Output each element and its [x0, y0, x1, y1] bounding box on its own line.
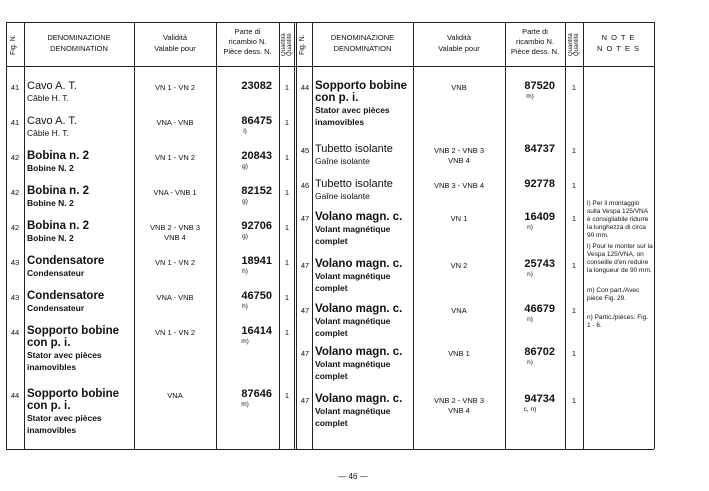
row-part-number: [505, 303, 555, 324]
validity-line: VNB 2 - VNB 3: [433, 146, 485, 155]
validity-line: VNA: [167, 391, 183, 400]
part-number-value: 92706: [241, 220, 272, 232]
denom-french-2: complet: [315, 418, 348, 428]
denomination-header: [24, 32, 134, 54]
denom-italian: Tubetto isolante: [315, 178, 393, 190]
row-quantity: 1: [571, 306, 577, 315]
part-note-ref: h): [242, 268, 248, 275]
col-sep: [216, 22, 217, 449]
row-fig-number: 47: [300, 396, 310, 405]
denom-italian: Volano magn. c.: [315, 393, 403, 405]
row-quantity: 1: [571, 261, 577, 270]
row-part-number: [218, 255, 272, 276]
validity-header: [134, 32, 216, 54]
valid-header-fr-right: Valable pour: [438, 44, 480, 53]
row-fig-number: 44: [10, 391, 20, 400]
bottom-rule: [6, 449, 654, 450]
denom-french: Stator avec pièces: [27, 413, 102, 423]
row-validity: [134, 293, 216, 303]
row-fig-number: 47: [300, 306, 310, 315]
denom-italian: Bobina n. 2: [27, 220, 89, 232]
row-validity: [413, 146, 505, 166]
denom-italian: Volano magn. c.: [315, 346, 403, 358]
row-validity: [134, 391, 216, 401]
part-number-value: 84737: [524, 143, 555, 155]
part-note-ref: n): [527, 359, 533, 366]
row-quantity: 1: [284, 188, 290, 197]
denom-french-2: inamovibles: [27, 362, 77, 372]
denom-italian: Sopporto bobine: [315, 80, 407, 92]
validity-line: VNB: [451, 83, 467, 92]
row-part-number: [218, 150, 272, 171]
part-number-value: 86702: [524, 346, 555, 358]
part-note-ref: n): [527, 316, 533, 323]
denomination-header-right: [312, 32, 413, 54]
validity-line: VNB 4: [448, 156, 470, 165]
row-validity: [134, 83, 216, 93]
denom-french: Volant magnétique: [315, 406, 391, 416]
validity-header-right: [413, 32, 505, 54]
part-note-ref: h): [242, 303, 248, 310]
note-m: m) Con part./Avec pièce Fig. 29.: [587, 287, 640, 302]
row-quantity: 1: [571, 83, 577, 92]
valid-header-it: Validità: [162, 33, 188, 42]
denom-header-fr: DENOMINATION: [50, 44, 108, 53]
row-validity: [413, 396, 505, 416]
notes-header-it: N O T E: [601, 33, 636, 42]
part-header-1-right: Parte di: [522, 27, 548, 36]
row-denomination: [315, 346, 413, 382]
row-validity: [134, 188, 216, 198]
validity-line: VNB 3 - VNB 4: [433, 181, 485, 190]
qty-header: Quantità Quantité: [281, 33, 293, 57]
row-validity: [413, 349, 505, 359]
validity-line: VNB 2 - VNB 3: [433, 396, 485, 405]
denom-italian-2: con p. i.: [315, 92, 359, 104]
row-quantity: 1: [284, 391, 290, 400]
part-header-3-right: Pièce dess. N.: [510, 47, 560, 56]
row-fig-number: 47: [300, 349, 310, 358]
part-header-2-right: ricambio N.: [516, 37, 554, 46]
row-part-number: [505, 143, 555, 155]
validity-line: VNB 4: [164, 233, 186, 242]
part-header-2: ricambio N.: [228, 37, 267, 46]
part-note-ref: c, n): [523, 406, 537, 413]
denom-french: Bobine N. 2: [27, 163, 74, 173]
validity-line: VN 1 - VN 2: [154, 258, 195, 267]
part-number-value: 86475: [241, 115, 272, 127]
row-fig-number: 42: [10, 188, 20, 197]
part-note-ref: n): [527, 271, 533, 278]
row-quantity: 1: [571, 181, 577, 190]
denom-french: Volant magnétique: [315, 316, 391, 326]
denom-header-fr-right: DENOMINATION: [333, 44, 392, 53]
denom-french: Volant magnétique: [315, 359, 391, 369]
col-sep: [583, 22, 584, 449]
row-denomination: [27, 255, 133, 279]
row-denomination: [27, 150, 133, 174]
denom-italian: Volano magn. c.: [315, 303, 403, 315]
part-number-value: 46679: [524, 303, 555, 315]
col-sep: [654, 22, 655, 449]
row-denomination: [27, 290, 133, 314]
notes-header: [583, 32, 654, 54]
denom-italian: Condensatore: [27, 255, 105, 267]
row-quantity: 1: [571, 349, 577, 358]
part-number-value: 94734: [524, 393, 555, 405]
denom-french: Condensateur: [27, 303, 85, 313]
note-l-it: l) Per il montaggio sulla Vespa 125/VNA è consigliabile ridurre la lunghezza di circa 90 mm.: [587, 200, 649, 239]
denom-italian: Volano magn. c.: [315, 211, 403, 223]
denom-italian: Volano magn. c.: [315, 258, 403, 270]
row-fig-number: 46: [300, 181, 310, 190]
row-fig-number: 43: [10, 293, 20, 302]
part-number-value: 87646: [241, 388, 272, 400]
part-number-value: 23082: [241, 80, 272, 92]
row-denomination: [27, 185, 133, 209]
part-number-value: 25743: [524, 258, 555, 270]
row-denomination: [315, 143, 413, 167]
row-denomination: [315, 211, 413, 247]
validity-line: VN 1: [450, 214, 468, 223]
row-quantity: 1: [284, 293, 290, 302]
row-quantity: 1: [284, 223, 290, 232]
denom-italian: Bobina n. 2: [27, 185, 89, 197]
valid-header-it-right: Validità: [446, 33, 472, 42]
row-quantity: 1: [571, 214, 577, 223]
col-sep: [565, 22, 566, 449]
part-note-ref: n): [527, 224, 533, 231]
denom-italian: Condensatore: [27, 290, 105, 302]
part-note-ref: m): [526, 93, 534, 100]
part-number-value: 46750: [241, 290, 272, 302]
validity-line: VNA - VNB 1: [153, 188, 197, 197]
row-denomination: [27, 80, 133, 104]
part-note-ref: g): [242, 163, 248, 170]
row-part-number: [218, 185, 272, 206]
denom-french: Volant magnétique: [315, 271, 391, 281]
notes-header-fr: N O T E S: [597, 44, 640, 53]
row-validity: [413, 181, 505, 191]
header-rule: [6, 66, 654, 67]
row-quantity: 1: [284, 118, 290, 127]
row-fig-number: 41: [10, 118, 20, 127]
denom-header-it: DENOMINAZIONE: [47, 33, 111, 42]
part-note-ref: g): [242, 198, 248, 205]
row-part-number: [505, 178, 555, 190]
denom-italian: Sopporto bobine: [27, 388, 119, 400]
denom-italian-2: con p. i.: [27, 337, 71, 349]
page-number: — 46 —: [338, 472, 368, 481]
denom-french-2: complet: [315, 236, 348, 246]
denom-french: Stator avec pièces: [315, 105, 390, 115]
part-number-value: 87520: [524, 80, 555, 92]
validity-line: VNB 4: [448, 406, 470, 415]
validity-line: VN 1 - VN 2: [154, 83, 195, 92]
denom-italian: Bobina n. 2: [27, 150, 89, 162]
row-part-number: [218, 115, 272, 136]
validity-line: VNB 2 - VNB 3: [149, 223, 201, 232]
denom-italian: Sopporto bobine: [27, 325, 119, 337]
part-number-value: 92778: [524, 178, 555, 190]
row-denomination: [315, 258, 413, 294]
validity-line: VNA: [451, 306, 467, 315]
row-quantity: 1: [284, 258, 290, 267]
fig-header-right: Fig. N.: [299, 34, 306, 56]
row-fig-number: 42: [10, 153, 20, 162]
denom-french-2: complet: [315, 283, 348, 293]
row-fig-number: 43: [10, 258, 20, 267]
row-validity: [413, 83, 505, 93]
row-validity: [413, 306, 505, 316]
denom-french-2: complet: [315, 371, 348, 381]
part-header-1: Parte di: [234, 27, 261, 36]
row-part-number: [505, 258, 555, 279]
row-part-number: [218, 325, 272, 346]
validity-line: VN 1 - VN 2: [154, 328, 195, 337]
denom-french-2: inamovibles: [315, 117, 365, 127]
denom-italian-2: con p. i.: [27, 400, 71, 412]
fig-header: Fig. N.: [10, 34, 17, 56]
denom-french: Stator avec pièces: [27, 350, 102, 360]
part-number-value: 16414: [241, 325, 272, 337]
denom-french: Condensateur: [27, 268, 85, 278]
part-header-3: Pièce dess. N.: [223, 47, 272, 56]
validity-line: VN 1 - VN 2: [154, 153, 195, 162]
denom-header-it-right: DENOMINAZIONE: [330, 33, 395, 42]
denom-french: Gaîne isolante: [315, 191, 370, 201]
denom-french: Bobine N. 2: [27, 233, 74, 243]
validity-line: VNB 1: [448, 349, 470, 358]
row-denomination: [27, 220, 133, 244]
denom-french: Gaîne isolante: [315, 156, 370, 166]
part-note-ref: m): [241, 401, 249, 408]
col-sep: [24, 22, 25, 449]
row-denomination: [315, 393, 413, 429]
col-sep: [294, 22, 295, 449]
part-number-value: 20843: [241, 150, 272, 162]
row-fig-number: 47: [300, 261, 310, 270]
row-quantity: 1: [571, 146, 577, 155]
row-fig-number: 42: [10, 223, 20, 232]
row-fig-number: 41: [10, 83, 20, 92]
denom-french: Câble H. T.: [27, 93, 69, 103]
denom-french-2: inamovibles: [27, 425, 77, 435]
qty-header-right: Quantità Quantité: [568, 33, 580, 57]
row-quantity: 1: [284, 83, 290, 92]
row-validity: [134, 258, 216, 268]
row-part-number: [218, 290, 272, 311]
denom-french: Bobine N. 2: [27, 198, 74, 208]
denom-french-2: complet: [315, 328, 348, 338]
denom-french: Câble H. T.: [27, 128, 69, 138]
valid-header-fr: Valable pour: [154, 44, 196, 53]
denom-italian: Cavo A. T.: [27, 115, 77, 127]
row-validity: [134, 153, 216, 163]
row-denomination: [315, 303, 413, 339]
row-quantity: 1: [284, 153, 290, 162]
row-part-number: [505, 211, 555, 232]
row-quantity: 1: [284, 328, 290, 337]
row-denomination: [27, 388, 133, 436]
row-denomination: [27, 115, 133, 139]
part-number-value: 18941: [241, 255, 272, 267]
validity-line: VNA - VNB: [156, 293, 194, 302]
row-validity: [134, 223, 216, 243]
row-denomination: [315, 178, 413, 202]
row-validity: [134, 328, 216, 338]
validity-line: VN 2: [450, 261, 468, 270]
row-part-number: [505, 346, 555, 367]
row-denomination: [315, 80, 413, 128]
row-validity: [413, 214, 505, 224]
denom-italian: Tubetto isolante: [315, 143, 393, 155]
row-part-number: [218, 388, 272, 409]
row-quantity: 1: [571, 396, 577, 405]
validity-line: VNA - VNB: [156, 118, 194, 127]
part-header-right: [505, 27, 565, 57]
denom-italian: Cavo A. T.: [27, 80, 77, 92]
row-fig-number: 47: [300, 214, 310, 223]
part-number-value: 16409: [524, 211, 555, 223]
part-note-ref: g): [242, 233, 248, 240]
row-fig-number: 45: [300, 146, 310, 155]
note-l-fr: l) Pour le monter sur la Vespa 125/VNA, on conseille d'en reduire la longueur de 90 mm.: [587, 243, 653, 274]
note-n: n) Partic./pièces: Fig. 1 - 6.: [587, 314, 649, 329]
row-part-number: [218, 220, 272, 241]
row-validity: [413, 261, 505, 271]
row-part-number: [218, 80, 272, 92]
top-rule: [6, 22, 654, 23]
part-note-ref: l): [243, 128, 247, 135]
row-validity: [134, 118, 216, 128]
row-fig-number: 44: [10, 328, 20, 337]
part-number-value: 82152: [241, 185, 272, 197]
row-part-number: [505, 80, 555, 101]
part-note-ref: m): [241, 338, 249, 345]
row-fig-number: 44: [300, 83, 310, 92]
row-denomination: [27, 325, 133, 373]
row-part-number: [505, 393, 555, 414]
part-header: [216, 27, 279, 57]
denom-french: Volant magnétique: [315, 224, 391, 234]
